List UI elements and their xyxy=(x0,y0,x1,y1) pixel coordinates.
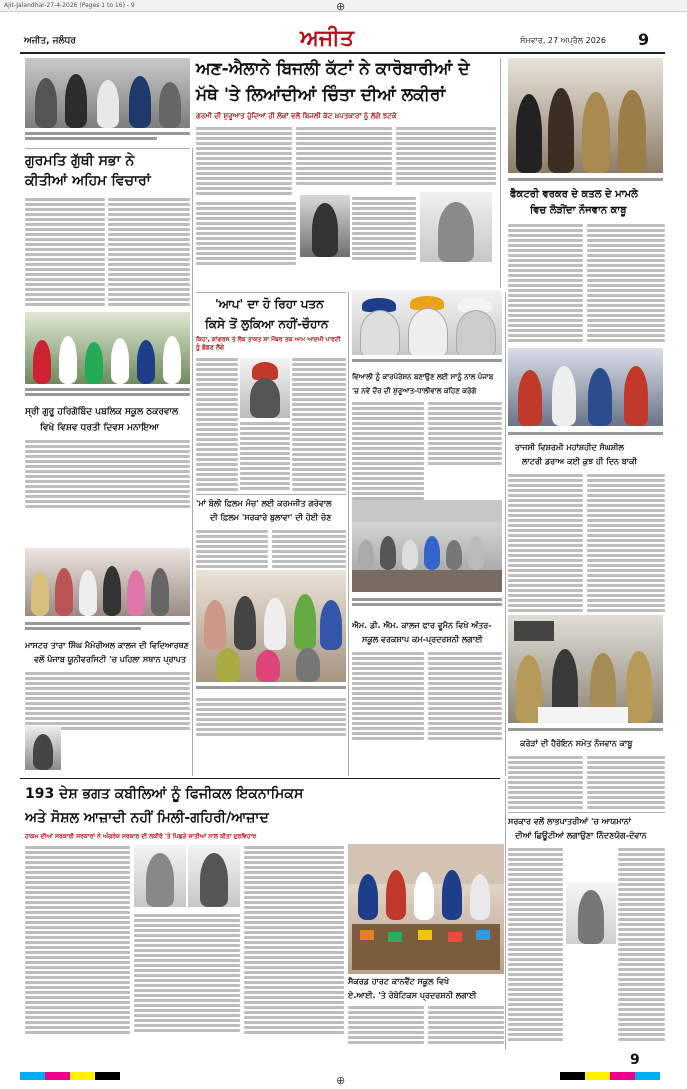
sacred-heart-headline-line2: ਏ.ਆਈ. 'ਤੇ ਰੋਬੋਟਿਕਸ ਪ੍ਰਦਰਸ਼ਨੀ ਲਗਾਈ xyxy=(348,991,477,1000)
factory-headline-line1: ਫੈਕਟਰੀ ਵਰਕਰ ਦੇ ਕਤਲ ਦੇ ਮਾਮਲੇ xyxy=(510,189,638,200)
school-headline-line1: ਸ੍ਰੀ ਗੁਰੂ ਹਰਿਗੋਬਿੰਦ ਪਬਲਿਕ ਸਕੂਲ ਠਕਰਵਾਲ xyxy=(25,407,179,417)
column-rule-midright xyxy=(505,292,506,776)
lead-body-col3 xyxy=(396,125,496,185)
rule-mid-1 xyxy=(196,292,346,293)
vision-headline-line1: ਵਿਆਲੀ ਨੂੰ ਕਾਰਪੋਰੇਸ਼ਨ ਬਣਾਉਣ ਲਈ ਸਾਨੂੰ ਨਾਲ ਪੰਜਾਬ xyxy=(352,373,494,381)
aap-body-bottom xyxy=(240,420,290,490)
photo-speaker-two xyxy=(188,845,240,907)
photo-grant-official xyxy=(566,882,616,944)
bottom-subhead: ਹਾਕਮ ਦੀਆਂ ਸਰਕਾਰੀ ਸਰਕਾਰਾਂ ਨੇ ਅੰਗਰੇਜ਼ ਸਰਕਾਰ ਦੀ ਲਕੀਰੋ 'ਤੇ ਪਿਛੜੇ ਜਾਤੀਆਂ ਨਾਲ ਕੀਤਾ ਦੁਰਵਿਹਾਰ xyxy=(25,833,257,840)
police-photo-caption xyxy=(508,176,663,186)
film-body-bottom xyxy=(196,696,346,736)
lead-subhead: ਗਰਮੀ ਦੀ ਸ਼ੁਰੂਆਤ ਹੁੰਦਿਆਂ ਹੀ ਲੋਕਾਂ ਵਲੋਂ ਬਿਜਲੀ ਕੱਟ ਖ਼ਪਤਕਾਰਾਂ ਨੂੰ ਲੱਗੇ ਝਟਕੇ xyxy=(196,112,397,120)
photo-speaker-one xyxy=(134,845,186,907)
photo-official xyxy=(420,192,492,262)
gurmat-headline-line1: ਗੁਰਮਤਿ ਗੁੱਥੀ ਸਭਾ ਨੇ xyxy=(25,153,135,169)
color-registration-bar-right xyxy=(560,1072,660,1080)
photo-meeting-hall xyxy=(352,500,502,592)
lottery-photo-caption xyxy=(508,430,663,440)
lead-headline-line1: ਅਣ-ਐਲਾਨੇ ਬਿਜਲੀ ਕੱਟਾਂ ਨੇ ਕਾਰੋਬਾਰੀਆਂ ਦੇ xyxy=(196,59,470,79)
aap-headline-line1: 'ਆਪ' ਦਾ ਹੋ ਰਿਹਾ ਪਤਨ xyxy=(215,297,324,311)
heroin-headline: ਕਰੋੜਾਂ ਦੀ ਹੈਰੋਇਨ ਸਮੇਤ ਨੌਜਵਾਨ ਕਾਬੂ xyxy=(520,739,633,748)
column-rule-left xyxy=(192,148,193,776)
master-headline-line1: ਮਾਸਟਰ ਤਾਰਾ ਸਿੰਘ ਮੈਮੋਰੀਅਲ ਕਾਲਜ ਦੀ ਵਿਦਿਆਰਥਣ xyxy=(25,641,189,650)
bottom-rule xyxy=(20,778,500,779)
photo-exhibition xyxy=(348,844,504,974)
film-headline-line1: 'ਮਾਂ ਬੋਲੀ ਫ਼ਿਲਮ ਮੰਚ' ਲਈ ਕਰਮਜੀਤ ਗਰੇਵਾਲ xyxy=(196,499,332,508)
college-headline-line2: ਸਕੂਲ ਵਰਕਸ਼ਾਪ ਕਮ-ਪ੍ਰਦਰਸ਼ਨੀ ਲਗਾਈ xyxy=(362,635,483,644)
school-photo-caption xyxy=(25,386,190,406)
gurmat-headline-line2: ਕੀਤੀਆਂ ਅਹਿਮ ਵਿਚਾਰਾਂ xyxy=(25,173,151,189)
vision-body-col2 xyxy=(428,400,502,465)
grant-headline-line2: ਦੀਆਂ ਛਿਊਟੀਆਂ ਲਗਾਉਣਾ ਨਿੰਦਣਯੋਗ-ਦੋਵਾਨ xyxy=(515,831,647,840)
leaders-photo-caption xyxy=(352,357,502,367)
rule-right-grant xyxy=(508,812,665,813)
lead-headline-line2: ਮੱਥੇ 'ਤੇ ਲਿਆਂਦੀਆਂ ਚਿੰਤਾ ਦੀਆਂ ਲਕੀਰਾਂ xyxy=(196,85,446,105)
photo-heroin-seizure xyxy=(508,615,663,723)
college-photo-caption xyxy=(25,620,190,634)
factory-body-col1 xyxy=(508,222,583,342)
grant-headline-line1: ਸਰਕਾਰ ਵਲੋਂ ਲਾਭਪਾਤਰੀਆਂ 'ਚ ਆਯਮਾਨਾਂ xyxy=(508,817,632,826)
sacred-heart-headline-line1: ਸੈਕਰਡ ਹਾਰਟ ਕਾਨਵੈਂਟ ਸਕੂਲ ਵਿਖੇ xyxy=(348,977,450,986)
issue-date: ਸੋਮਵਾਰ, 27 ਅਪ੍ਰੈਲ 2026 xyxy=(520,36,606,45)
heroin-body-col2 xyxy=(587,754,665,809)
college-body-col1 xyxy=(352,650,424,740)
footer-page-number: 9 xyxy=(630,1052,640,1068)
film-headline-line2: ਦੀ ਫ਼ਿਲਮ 'ਸਰਕਾਰੇ ਬੁਲਾਵਾ' ਦੀ ਹੋਈ ਚੋਣ xyxy=(210,513,332,522)
school-body xyxy=(25,438,190,508)
heroin-body-col1 xyxy=(508,754,583,809)
photo-group-event xyxy=(25,58,190,128)
section-label: ਅਜੀਤ, ਜਲੰਧਰ xyxy=(24,36,76,46)
rally-body-col1 xyxy=(508,472,583,612)
college-body-col2 xyxy=(428,650,502,740)
gurmat-body-col2 xyxy=(108,196,190,306)
lead-body-col1 xyxy=(196,125,292,195)
photo-student-portrait xyxy=(25,726,61,770)
photo-speaker xyxy=(300,195,350,257)
column-rule-mid xyxy=(348,292,349,776)
master-body xyxy=(25,670,190,730)
rally-headline-line1: ਰਾਜਸੀ ਵਿਸ਼ਰਮੀ ਮਹਾਂਸ਼ਹੀਦ ਸੰਘਸ਼ੀਲ xyxy=(515,443,624,452)
print-slug-strip: Ajit-Jalandhar-27-4-2026 (Pages 1 to 16) - 9 xyxy=(0,0,687,12)
page-number: 9 xyxy=(638,30,650,49)
masthead: ਅਜੀਤ xyxy=(300,26,354,51)
college-headline-line1: ਐਮ. ਡੀ. ਐਮ. ਕਾਲਜ ਫਾਰ ਵੂਮੈਨ ਵਿਖੇ ਅੰਤਰ- xyxy=(352,621,492,630)
lead-body-col4 xyxy=(352,195,416,260)
vision-headline-line2: 'ਚ ਨਵੇਂ ਦੌਰ ਦੀ ਸ਼ੁਰੂਆਤ-ਧਾਲੀਵਾਲ ਕਹਿਣ ਕਰੇਗੇ xyxy=(352,387,477,395)
photo-college-group xyxy=(25,548,190,616)
lead-body-col5 xyxy=(196,200,296,265)
heroin-photo-caption xyxy=(508,726,663,736)
bottom-body-col2 xyxy=(134,912,240,1034)
aap-body-col1 xyxy=(196,356,238,491)
column-rule-lead-right xyxy=(500,58,501,288)
bottom-body-col3 xyxy=(244,844,344,1034)
aap-body-col2 xyxy=(292,356,346,491)
photo-film-team xyxy=(196,570,346,682)
aap-headline-line2: ਕਿਸੇ ਤੋਂ ਲੁਕਿਆ ਨਹੀਂ-ਚੌਹਾਨ xyxy=(205,317,329,331)
rally-body-col2 xyxy=(587,472,665,612)
photo-caption xyxy=(25,130,190,144)
bottom-headline-line1: 193 ਦੇਸ਼ ਭਗਤ ਕਬੀਲਿਆਂ ਨੂੰ ਫਿਜੀਕਲ ਇਕਨਾਮਿਕਸ xyxy=(25,786,304,802)
registration-mark-bottom: ⊕ xyxy=(336,1074,346,1087)
registration-mark-top: ⊕ xyxy=(336,0,346,13)
header-rule xyxy=(20,52,665,54)
bottom-headline-line2: ਅਤੇ ਸੋਸ਼ਲ ਆਜ਼ਾਦੀ ਨਹੀਂ ਮਿਲੀ-ਗਹਿਰੀ/ਆਜ਼ਾਦ xyxy=(25,810,269,826)
aap-subhead: ਕਿਹਾ, ਕਾਂਗਰਸ ਤੇ ਲੋਕ ਤਾਕਤ ਸ਼ਾ ਮੈਂਬਰ ਤਕ ਆਮ ਆਦਮੀ ਪਾਰਟੀ ਨੂੰ ਛੱਡਣ ਲੱਗੇ xyxy=(196,336,341,351)
photo-school-students xyxy=(25,312,190,384)
color-registration-bar xyxy=(20,1072,120,1080)
lead-body-col2 xyxy=(296,125,392,185)
photo-chauhan xyxy=(240,358,290,418)
sacred-heart-body-col2 xyxy=(428,1004,504,1046)
master-headline-line2: ਵਲੋਂ ਪੰਜਾਬ ਯੂਨੀਵਰਸਿਟੀ 'ਚ ਪਹਿਲਾ ਸਥਾਨ ਪ੍ਰਾਪਤ xyxy=(34,655,187,664)
film-photo-caption xyxy=(196,684,346,694)
photo-lottery-launch xyxy=(508,348,663,426)
sacred-heart-body-col1 xyxy=(348,1004,424,1046)
photo-police-arrest xyxy=(508,58,663,173)
meeting-photo-caption xyxy=(352,596,502,616)
school-headline-line2: ਵਿਖੇ ਵਿਸ਼ਵ ਧਰਤੀ ਦਿਵਸ ਮਨਾਇਆ xyxy=(40,423,159,433)
rule-left-1 xyxy=(25,148,190,149)
factory-headline-line2: ਵਿਚ ਲੋੜੀਂਦਾ ਨੌਜਵਾਨ ਕਾਬੂ xyxy=(530,205,627,216)
rule-mid-2 xyxy=(196,494,346,495)
factory-body-col2 xyxy=(587,222,665,342)
column-rule-bottom-right xyxy=(505,780,506,1050)
film-body-col1 xyxy=(196,528,268,568)
film-body-col2 xyxy=(272,528,346,568)
gurmat-body-col1 xyxy=(25,196,105,306)
grant-body-col2 xyxy=(618,846,665,1046)
rally-headline-line2: ਲਾਟਰੀ ਡਰਾਅ ਕਈ ਕੁਝ ਹੀ ਦਿਨ ਬਾਕੀ xyxy=(522,457,637,466)
grant-body-col1 xyxy=(508,846,563,1046)
photo-three-leaders xyxy=(352,290,502,355)
bottom-body-col1 xyxy=(25,844,130,1034)
